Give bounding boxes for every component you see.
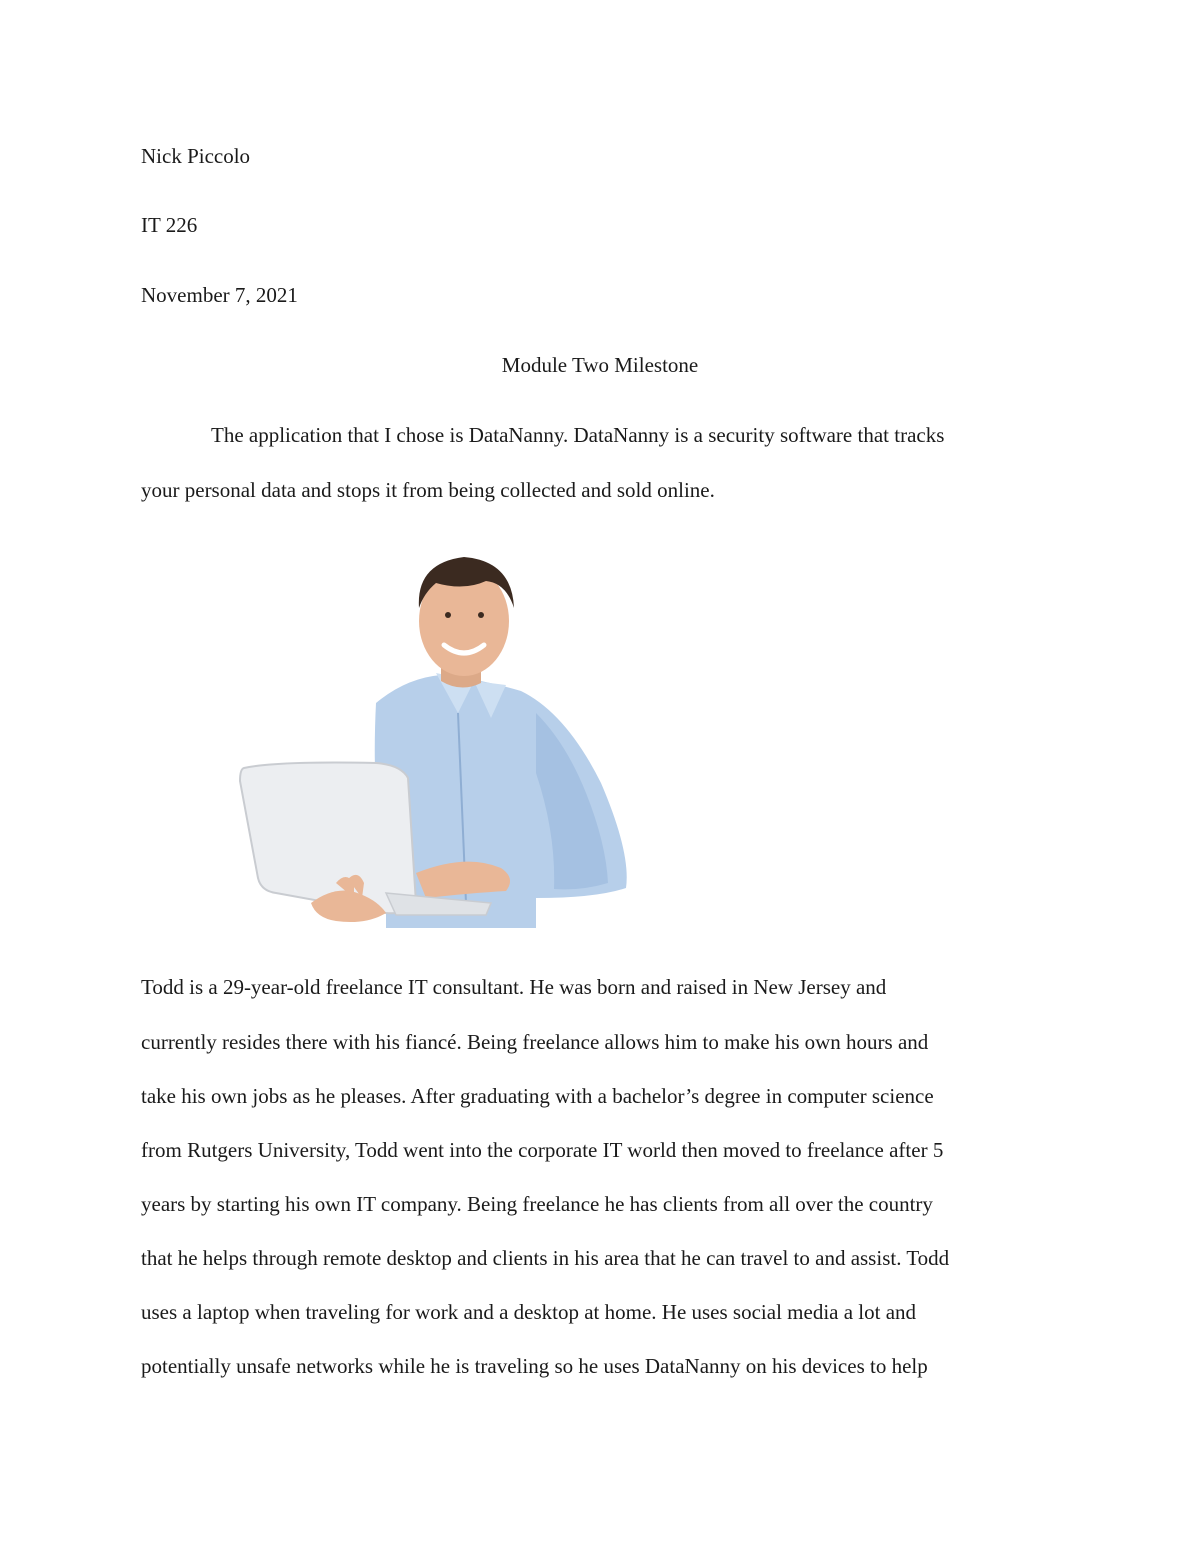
persona-illustration [236, 553, 636, 928]
persona-line-7: uses a laptop when traveling for work and a desktop at home. He uses social media a lot and [141, 1300, 917, 1324]
persona-line-5: years by starting his own IT company. Being freelance he has clients from all over the country [141, 1192, 933, 1216]
persona-line-1: Todd is a 29-year-old freelance IT consultant. He was born and raised in New Jersey and [141, 975, 887, 999]
course-code: IT 226 [141, 213, 198, 237]
intro-line-1: The application that I chose is DataNanny. DataNanny is a security software that tracks [211, 423, 945, 447]
persona-photo [236, 553, 636, 928]
page-title: Module Two Milestone [501, 353, 699, 377]
persona-line-4: from Rutgers University, Todd went into the corporate IT world then moved to freelance after 5 [141, 1138, 944, 1162]
persona-line-2: currently resides there with his fiancé. Being freelance allows him to make his own hours and [141, 1030, 929, 1054]
author-name: Nick Piccolo [141, 144, 251, 168]
intro-line-2: your personal data and stops it from being collected and sold online. [141, 478, 715, 502]
document-date: November 7, 2021 [141, 283, 298, 307]
persona-line-6: that he helps through remote desktop and clients in his area that he can travel to and assist. Todd [141, 1246, 950, 1270]
persona-line-3: take his own jobs as he pleases. After graduating with a bachelor’s degree in computer science [141, 1084, 934, 1108]
persona-line-8: potentially unsafe networks while he is traveling so he uses DataNanny on his devices to help [141, 1354, 928, 1378]
